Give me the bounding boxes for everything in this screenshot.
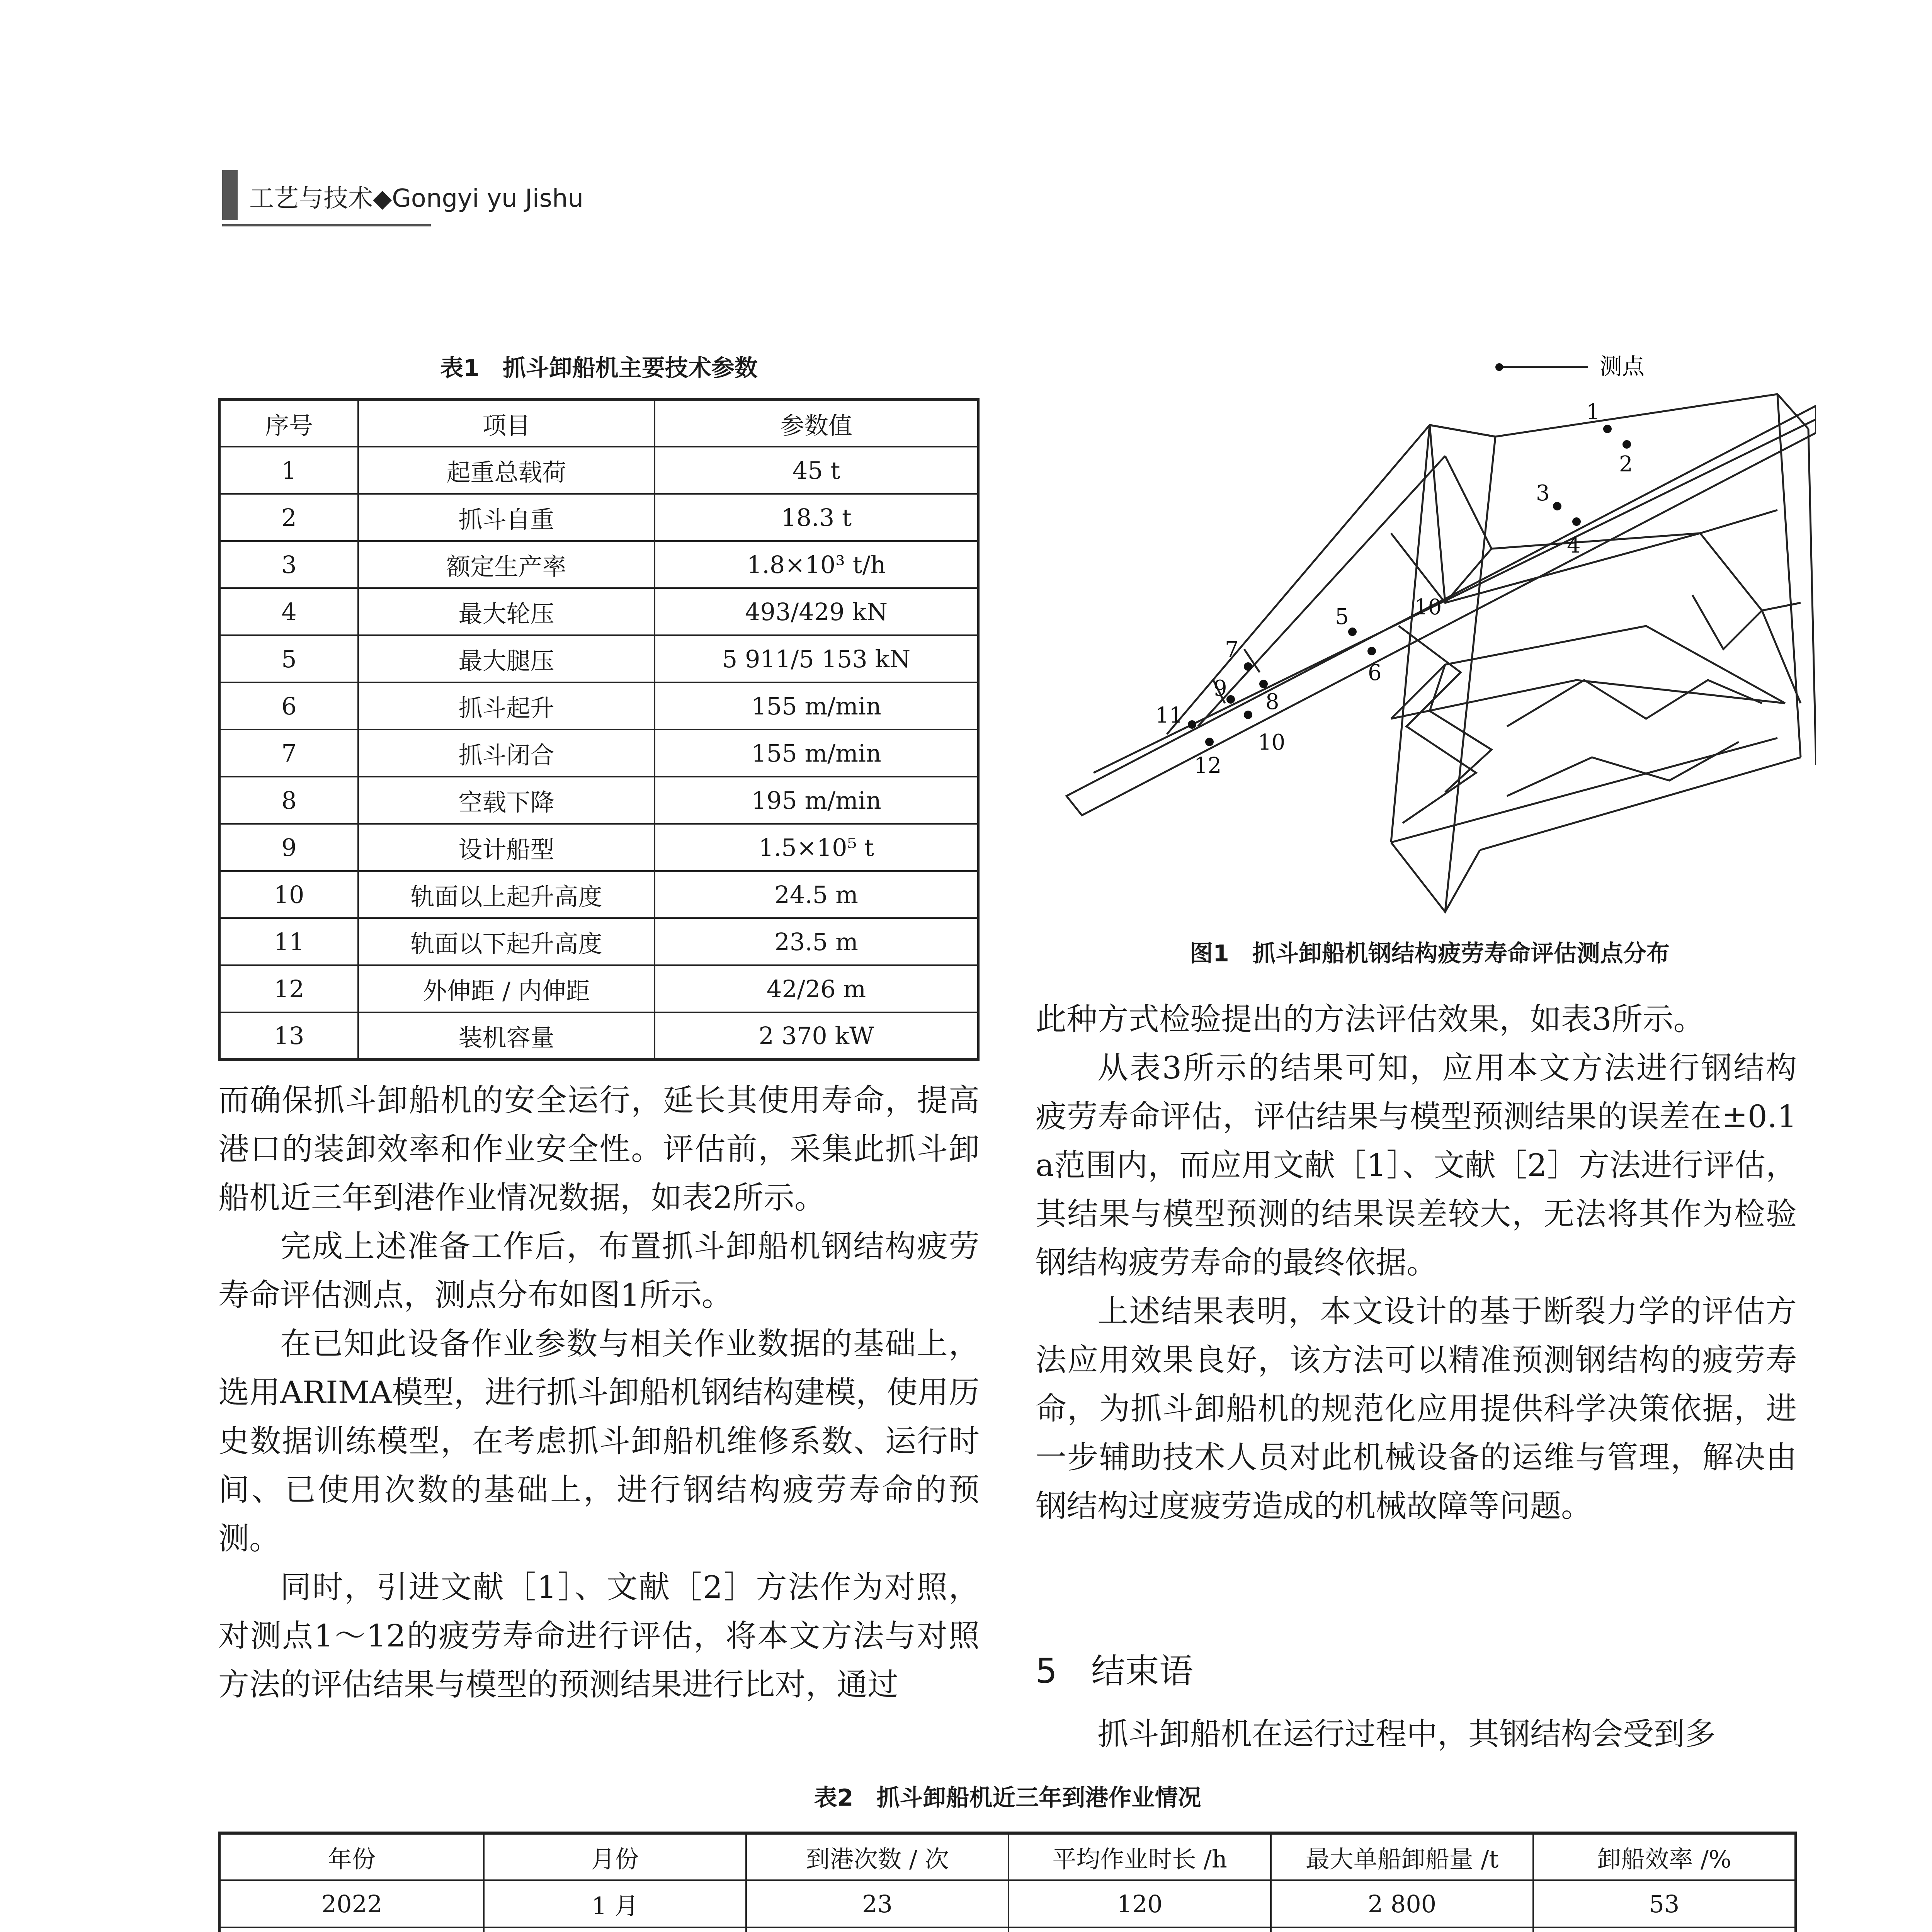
table2-row [219,1880,1796,1927]
table1-header-cell: 序号 [219,400,358,447]
table-cell: 12 [219,965,358,1012]
table1-row [219,635,978,682]
paragraph: 而确保抓斗卸船机的安全运行，延长其使用寿命，提高港口的装卸效率和作业安全性。评估前，采集此抓斗卸船机近三年到港作业情况数据，如表2所示。 [218,1082,980,1216]
table-cell: 外伸距 / 内伸距 [358,965,655,1012]
measurement-point-10 [1244,711,1252,719]
measurement-point-3 [1553,502,1561,510]
table1-header-row [219,400,978,447]
table-cell [1271,1927,1533,1932]
header-text: 工艺与技术◆Gongyi yu Jishu [249,184,584,213]
table-cell: 最大轮压 [358,588,655,635]
paragraph: 此种方式检验提出的方法评估效果，如表3所示。 [1036,1001,1704,1037]
section-heading: 5 结束语 [1036,1651,1193,1691]
table-cell: 抓斗起升 [358,682,655,730]
point-label: 1 [1586,400,1600,425]
table-cell: 空载下降 [358,777,655,824]
table1-row [219,682,978,730]
table-cell: 2 [219,494,358,541]
table-cell: 155 m/min [655,730,978,777]
table-cell: 5 911/5 153 kN [655,635,978,682]
table-cell: 7 [219,730,358,777]
table-cell: 493/429 kN [655,588,978,635]
table2-row [219,1927,1796,1932]
table-cell: 9 [219,824,358,871]
point-label: 8 [1265,689,1279,714]
table1-row [219,824,978,871]
left-column-text [218,1076,980,1709]
table-cell: 5 [219,635,358,682]
table-cell: 13 [219,1012,358,1060]
table-cell: 2 800 [1271,1880,1533,1927]
measurement-point-11 [1188,720,1196,729]
table1-row [219,1012,978,1060]
table-cell: 2022 [219,1880,484,1927]
paragraph: 上述结果表明，本文设计的基于断裂力学的评估方法应用效果良好，该方法可以精准预测钢结构的疲劳寿命，为抓斗卸船机的规范化应用提供科学决策依据，进一步辅助技术人员对此机械设备的运维与管理，解决由钢结构过度疲劳造成的机械故障等问题。 [1036,1293,1797,1524]
table-cell: 轨面以下起升高度 [358,918,655,965]
right-column-text [1036,995,1797,1531]
measurement-point-1 [1603,425,1612,433]
table1 [218,398,980,1061]
measurement-point-5 [1348,628,1357,636]
table-cell: 抓斗闭合 [358,730,655,777]
table-cell: 起重总载荷 [358,447,655,494]
measurement-point-8 [1259,680,1268,688]
table1-header-cell: 项目 [358,400,655,447]
table-cell: 8 [219,777,358,824]
table-cell: 1.5×10⁵ t [655,824,978,871]
table-cell: 23.5 m [655,918,978,965]
point-label: 3 [1536,481,1550,506]
table-cell: 1 [219,447,358,494]
table-cell: 11 [219,918,358,965]
table1-body [219,447,978,1060]
table-cell: 3 [219,541,358,588]
point-label: 4 [1567,533,1581,558]
figure1-diagram [1043,332,1816,920]
table2-caption: 表2 抓斗卸船机近三年到港作业情况 [814,1784,1201,1811]
table2-header-cell: 平均作业时长 /h [1009,1833,1271,1880]
table1-row [219,447,978,494]
table-cell: 1.8×10³ t/h [655,541,978,588]
table1-row [219,494,978,541]
measurement-point-4 [1572,517,1581,526]
point-label: 6 [1368,660,1382,685]
legend-dot [1495,363,1503,371]
paragraph: 在已知此设备作业参数与相关作业数据的基础上，选用ARIMA模型，进行抓斗卸船机钢结构建模，使用历史数据训练模型，在考虑抓斗卸船机维修系数、运行时间、已使用次数的基础上，进行钢结构疲劳寿命的预测。 [218,1326,980,1556]
table2-header-row [219,1833,1796,1880]
paragraph: 从表3所示的结果可知，应用本文方法进行钢结构疲劳寿命评估，评估结果与模型预测结果的误差在±0.1 a范围内，而应用文献［1］、文献［2］方法进行评估，其结果与模型预测的结果误差较大，无法将其作为检验钢结构疲劳寿命的最终依据。 [1036,1050,1797,1281]
table1-row [219,918,978,965]
table2-body [219,1880,1796,1932]
table2-header-cell: 卸船效率 /% [1533,1833,1796,1880]
table-cell: 53 [1533,1880,1796,1927]
point-label: 12 [1194,753,1222,778]
table-cell: 23 [746,1880,1009,1927]
table-cell: 195 m/min [655,777,978,824]
point-label: 9 [1213,676,1227,701]
table-cell: 6 [219,682,358,730]
measurement-point-7 [1244,662,1252,671]
table1-row [219,965,978,1012]
measurement-point-2 [1622,440,1631,449]
measurement-labels [1155,400,1633,778]
table-cell [484,1927,746,1932]
table-cell: 2 370 kW [655,1012,978,1060]
paragraph: 抓斗卸船机在运行过程中，其钢结构会受到多 [1097,1716,1716,1752]
table-cell: 120 [1009,1880,1271,1927]
measurement-point-6 [1367,647,1376,655]
paragraph: 完成上述准备工作后，布置抓斗卸船机钢结构疲劳寿命评估测点，测点分布如图1所示。 [218,1228,980,1313]
table-cell: 最大腿压 [358,635,655,682]
paragraph: 同时，引进文献［1］、文献［2］方法作为对照，对测点1～12的疲劳寿命进行评估，将本文方法与对照方法的评估结果与模型的预测结果进行比对，通过 [218,1569,980,1702]
table-cell: 抓斗自重 [358,494,655,541]
table1-caption: 表1 抓斗卸船机主要技术参数 [440,355,758,382]
table-cell: 24.5 m [655,871,978,918]
table-cell: 155 m/min [655,682,978,730]
section5-text [1036,1710,1797,1759]
table2-header-cell: 年份 [219,1833,484,1880]
table-cell [746,1927,1009,1932]
table2-header-cell: 最大单船卸船量 /t [1271,1833,1533,1880]
table1-row [219,541,978,588]
table-cell [1009,1927,1271,1932]
point-label: 11 [1155,703,1183,728]
table2-header-cell: 月份 [484,1833,746,1880]
table-cell: 10 [219,871,358,918]
table1-row [219,777,978,824]
table1-header-cell: 参数值 [655,400,978,447]
table-cell: 轨面以上起升高度 [358,871,655,918]
table1-row [219,871,978,918]
point-label: 2 [1619,452,1633,477]
table-cell [1533,1927,1796,1932]
measurement-point-12 [1205,738,1214,746]
table1-row [219,588,978,635]
table-cell [219,1927,484,1932]
table-cell: 额定生产率 [358,541,655,588]
figure1-caption: 图1 抓斗卸船机钢结构疲劳寿命评估测点分布 [1190,940,1670,967]
table-cell: 1 月 [484,1880,746,1927]
measurement-point-9 [1226,695,1235,704]
point-label: 5 [1335,604,1349,629]
table-cell: 18.3 t [655,494,978,541]
header-rule [222,224,431,226]
point-label: 7 [1225,637,1239,662]
crane-structure [1066,394,1816,912]
table-cell: 45 t [655,447,978,494]
table-cell: 4 [219,588,358,635]
table-cell: 设计船型 [358,824,655,871]
table-cell: 42/26 m [655,965,978,1012]
table2 [218,1832,1797,1932]
structure-label: 10 [1414,595,1442,620]
legend-label: 测点 [1600,353,1645,379]
table-cell: 装机容量 [358,1012,655,1060]
point-label: 10 [1258,730,1286,755]
header-bar [222,170,238,220]
table1-row [219,730,978,777]
table2-header-cell: 到港次数 / 次 [746,1833,1009,1880]
